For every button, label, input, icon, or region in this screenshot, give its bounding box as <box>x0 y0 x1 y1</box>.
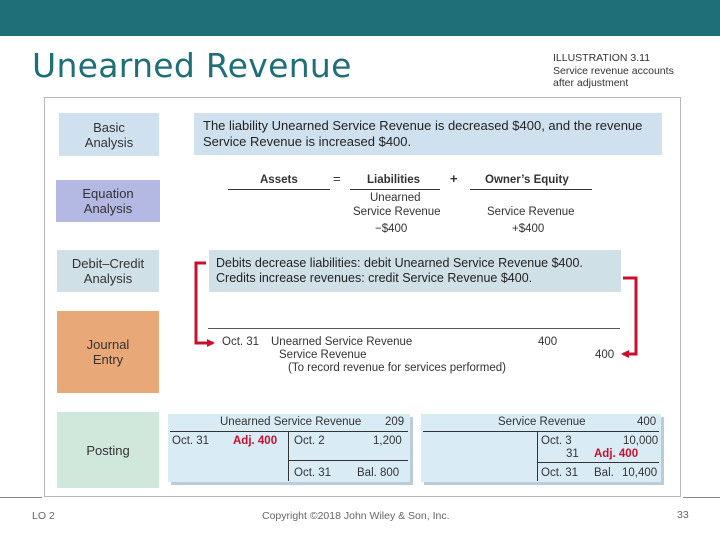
footer-rule-right <box>683 497 720 498</box>
t-account-service-balance-date: Oct. 31 <box>541 467 579 479</box>
t-account-service-crossbar <box>423 431 659 432</box>
page-number: 33 <box>677 509 689 521</box>
posting-label: Posting <box>57 412 159 488</box>
illustration-caption-line2: after adjustment <box>553 77 629 89</box>
t-account-unearned-balance: Bal. 800 <box>357 467 400 479</box>
left-flow-arrow <box>196 263 213 343</box>
t-account-service-adjustment: Adj. 400 <box>594 448 639 460</box>
t-account-unearned-crossbar <box>170 431 408 432</box>
journal-explanation: (To record revenue for services performed) <box>288 362 506 374</box>
t-account-unearned-title: Unearned Service Revenue <box>220 416 362 428</box>
equation-owners-equity-heading: Owner’s Equity <box>485 174 569 186</box>
t-account-unearned-credit-amount: 1,200 <box>373 435 402 447</box>
t-account-service-title: Service Revenue <box>498 416 586 428</box>
t-account-unearned-balance-date: Oct. 31 <box>294 467 332 479</box>
equation-equals-sign: = <box>333 171 341 186</box>
equity-amount: +$400 <box>512 223 545 235</box>
t-account-service-balance-amount: 10,400 <box>622 467 658 479</box>
basic-analysis-line2: Service Revenue is increased $400. <box>203 134 412 149</box>
journal-debit-amount: 400 <box>538 336 558 348</box>
t-account-service-balance-rule <box>538 462 659 463</box>
t-account-unearned-balance-rule <box>289 460 408 461</box>
equation-plus-sign: + <box>450 171 458 186</box>
basic-analysis-line1: The liability Unearned Service Revenue is decreased $400, and the revenue <box>203 118 643 133</box>
illustration-caption-line1: Service revenue accounts <box>553 64 674 77</box>
t-account-service-divider <box>537 431 538 481</box>
equation-liabilities-heading: Liabilities <box>367 174 421 186</box>
journal-credit-account: Service Revenue <box>279 349 367 361</box>
footer-rule-left <box>0 497 42 498</box>
liability-amount: −$400 <box>375 223 408 235</box>
t-account-service-number: 400 <box>637 416 657 428</box>
equity-account: Service Revenue <box>487 206 575 218</box>
t-account-unearned-divider <box>288 431 289 481</box>
t-account-service-row1-date: Oct. 3 <box>541 435 572 447</box>
t-account-unearned-debit-adjustment: Adj. 400 <box>233 435 278 447</box>
debit-credit-analysis-label: Debit–Credit Analysis <box>57 250 159 292</box>
basic-analysis-label: Basic Analysis <box>58 113 159 156</box>
liability-account-line2: Service Revenue <box>353 206 441 218</box>
journal-date: Oct. 31 <box>222 336 260 348</box>
t-account-unearned-number: 209 <box>385 416 405 428</box>
learning-objective: LO 2 <box>32 510 55 522</box>
liability-account-line1: Unearned <box>370 192 421 204</box>
t-account-unearned-debit-date: Oct. 31 <box>172 435 210 447</box>
journal-entry-label: Journal Entry <box>57 311 159 393</box>
t-account-service-row2-date: 31 <box>566 448 579 460</box>
copyright-notice: Copyright ©2018 John Wiley & Son, Inc. <box>262 510 450 522</box>
equation-assets-heading: Assets <box>260 174 298 186</box>
t-account-unearned-credit-date: Oct. 2 <box>294 435 325 447</box>
journal-credit-amount: 400 <box>595 349 615 361</box>
t-account-service-balance-label: Bal. <box>594 467 614 479</box>
debit-credit-line2: Credits increase revenues: credit Service Revenue $400. <box>216 271 533 285</box>
debit-credit-line1: Debits decrease liabilities: debit Unearned Service Revenue $400. <box>216 256 583 270</box>
journal-debit-account: Unearned Service Revenue <box>271 336 413 348</box>
illustration-number: ILLUSTRATION 3.11 <box>553 52 651 64</box>
slide-title: Unearned Revenue <box>32 46 352 85</box>
right-flow-arrow <box>623 278 636 354</box>
t-account-service-row1-amount: 10,000 <box>623 435 659 447</box>
equation-analysis-label: Equation Analysis <box>56 180 160 222</box>
